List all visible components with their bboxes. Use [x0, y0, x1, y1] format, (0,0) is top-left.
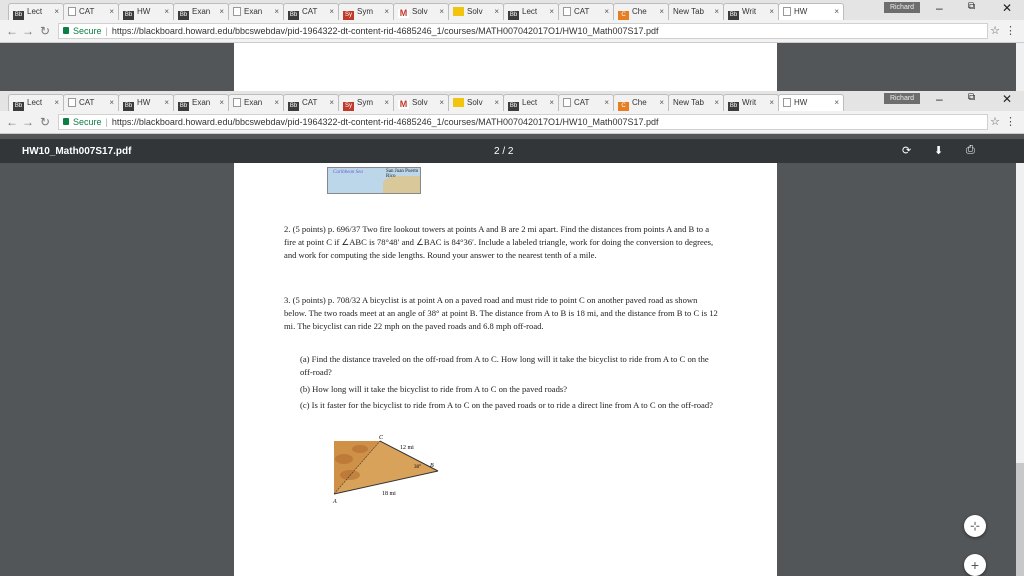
- favicon-doc-icon: [233, 7, 241, 16]
- menu-icon[interactable]: ⋮: [1005, 25, 1016, 37]
- tab-4[interactable]: [173, 3, 229, 20]
- tab-label: Solv: [412, 98, 428, 107]
- download-icon[interactable]: ⬇: [934, 145, 944, 157]
- tab-close-icon[interactable]: ×: [714, 7, 719, 16]
- tab-label: HW: [794, 7, 808, 16]
- forward-icon[interactable]: →: [22, 115, 34, 129]
- tab-close-icon[interactable]: ×: [109, 98, 114, 107]
- tab-close-icon[interactable]: ×: [54, 98, 59, 107]
- rotate-icon[interactable]: ⟳: [902, 145, 912, 157]
- tab-close-icon[interactable]: ×: [714, 98, 719, 107]
- tab-11[interactable]: [558, 94, 614, 111]
- close-icon[interactable]: ✕: [1002, 1, 1013, 15]
- pdf-page: [234, 163, 777, 576]
- favicon-bb-icon: Bb: [509, 12, 518, 18]
- tab-close-icon[interactable]: ×: [219, 98, 224, 107]
- tab-9[interactable]: [448, 94, 504, 111]
- tab-10[interactable]: [503, 94, 559, 111]
- favicon-bb-icon: Bb: [124, 103, 133, 109]
- favicon-bb-icon: Bb: [729, 12, 738, 18]
- pdf-toolbar: [0, 139, 1024, 163]
- tab-6[interactable]: [283, 3, 339, 20]
- favicon-m-icon: M: [399, 99, 408, 109]
- map-image: [327, 167, 421, 194]
- favicon-bb-icon: Bb: [179, 103, 188, 109]
- secure-label: Secure: [73, 26, 102, 36]
- favicon-bb-icon: Bb: [124, 12, 133, 18]
- tab-12[interactable]: [613, 94, 669, 111]
- reload-icon[interactable]: ↻: [40, 24, 51, 38]
- tab-label: Sym: [357, 98, 373, 107]
- tab-close-icon[interactable]: ×: [384, 7, 389, 16]
- page-indicator: 2 / 2: [494, 146, 514, 157]
- label-c: C: [379, 435, 384, 441]
- tab-label: Exan: [244, 98, 263, 107]
- favicon-bb-icon: Bb: [179, 12, 188, 18]
- tab-10[interactable]: [503, 3, 559, 20]
- tab-close-icon[interactable]: ×: [109, 7, 114, 16]
- tab-close-icon[interactable]: ×: [494, 98, 499, 107]
- tab-label: CAT: [574, 98, 590, 107]
- restore-icon[interactable]: ⧉: [968, 1, 976, 12]
- lock-icon: [63, 27, 69, 34]
- label-a: A: [333, 499, 337, 505]
- tab-close-icon[interactable]: ×: [219, 7, 224, 16]
- tab-12[interactable]: [613, 3, 669, 20]
- favicon-bb-icon: Bb: [289, 103, 298, 109]
- minimize-icon[interactable]: –: [936, 92, 943, 106]
- problem-2: 2. (5 points) p. 696/37 Two fire lookout towers at points A and B are 2 mi apart. Find the distances from points A and B to a fire at point C if ∠ABC is 78°48′ and ∠BAC is 84°36′. Include a labeled triangle, work for doing the conversion to degrees, and work for computing the side lengths. Round your answer to the nearest tenth of a mile.: [284, 224, 714, 260]
- tab-strip: [0, 91, 1024, 111]
- favicon-doc-icon: [563, 7, 571, 16]
- url-field[interactable]: Secure | https://blackboard.howard.edu/bbcswebdav/pid-1964322-dt-content-rid-4685246_1/courses/MATH007042017O1/HW10_Math007S17.pdf: [58, 114, 988, 130]
- problem-3b: (b) How long will it take the bicyclist to ride from A to C on the paved roads?: [300, 384, 568, 394]
- tab-label: Solv: [412, 7, 428, 16]
- tab-label: Che: [632, 7, 647, 16]
- tab-label: Lect: [27, 7, 43, 16]
- tab-label: Lect: [522, 7, 538, 16]
- profile-badge[interactable]: Richard: [884, 2, 920, 13]
- tab-close-icon[interactable]: ×: [659, 98, 664, 107]
- back-icon[interactable]: ←: [6, 115, 18, 129]
- tab-label: Lect: [27, 98, 43, 107]
- tab-close-icon[interactable]: ×: [384, 98, 389, 107]
- close-icon[interactable]: ✕: [1002, 92, 1013, 106]
- tab-label: New Tab: [673, 7, 704, 16]
- pdf-page-behind: [234, 43, 777, 91]
- tab-14[interactable]: [723, 94, 779, 111]
- tab-close-icon[interactable]: ×: [769, 98, 774, 107]
- tab-label: Lect: [522, 98, 538, 107]
- problem-3a: (a) Find the distance traveled on the off-road from A to C. How long will it take the bicyclist to ride from A to C on the off-road?: [300, 354, 709, 377]
- tab-label: Writ: [742, 98, 757, 107]
- tab-close-icon[interactable]: ×: [329, 98, 334, 107]
- tab-close-icon[interactable]: ×: [274, 98, 279, 107]
- minimize-icon[interactable]: –: [936, 1, 943, 15]
- tab-6[interactable]: [283, 94, 339, 111]
- tab-14[interactable]: [723, 3, 779, 20]
- tab-close-icon[interactable]: ×: [604, 7, 609, 16]
- tab-label: New Tab: [673, 98, 704, 107]
- tab-close-icon[interactable]: ×: [439, 7, 444, 16]
- tab-label: Solv: [467, 98, 483, 107]
- favicon-doc-icon: [68, 98, 76, 107]
- favicon-doc-icon: [783, 7, 791, 16]
- pdf-filename: HW10_Math007S17.pdf: [22, 146, 132, 157]
- tab-label: HW: [794, 98, 808, 107]
- tab-close-icon[interactable]: ×: [769, 7, 774, 16]
- menu-icon[interactable]: ⋮: [1005, 116, 1016, 128]
- tab-label: HW: [137, 7, 151, 16]
- tab-label: Exan: [192, 98, 211, 107]
- pdf-viewer[interactable]: [0, 163, 1024, 576]
- tab-7[interactable]: [338, 94, 394, 111]
- forward-icon[interactable]: →: [22, 24, 34, 38]
- favicon-doc-icon: [68, 7, 76, 16]
- tab-label: Writ: [742, 7, 757, 16]
- label-ab-length: 18 mi: [382, 491, 396, 497]
- problem-3c: (c) Is it faster for the bicyclist to ride from A to C on the paved roads or to ride a direct line from A to C on the off-road?: [300, 400, 713, 410]
- tab-label: CAT: [574, 7, 590, 16]
- print-icon[interactable]: ⎙: [966, 144, 975, 156]
- tab-label: Solv: [467, 7, 483, 16]
- tab-8[interactable]: [393, 3, 449, 20]
- tab-label: CAT: [79, 98, 95, 107]
- label-angle-b: 38°: [414, 465, 421, 470]
- favicon-bb-icon: Bb: [14, 12, 23, 18]
- favicon-chg-icon: C: [618, 102, 629, 111]
- zoom-in-button[interactable]: +: [964, 554, 986, 576]
- tab-label: CAT: [302, 98, 318, 107]
- tab-close-icon[interactable]: ×: [604, 98, 609, 107]
- tab-11[interactable]: [558, 3, 614, 20]
- map-label-city: San Juan Puerto Rico: [386, 169, 419, 179]
- favicon-yel-icon: [453, 7, 464, 16]
- tab-4[interactable]: [173, 94, 229, 111]
- secure-label: Secure: [73, 117, 102, 127]
- tab-3[interactable]: [118, 94, 174, 111]
- favicon-bb-icon: Bb: [509, 103, 518, 109]
- url-text: https://blackboard.howard.edu/bbcswebdav/pid-1964322-dt-content-rid-4685246_1/courses/MATH007042017O1/HW10_Math007S17.pdf: [111, 26, 659, 36]
- favicon-bb-icon: Bb: [289, 12, 298, 18]
- tab-close-icon[interactable]: ×: [834, 98, 839, 107]
- profile-badge[interactable]: Richard: [884, 93, 920, 104]
- tab-label: Sym: [357, 7, 373, 16]
- tab-1[interactable]: [8, 94, 64, 111]
- favicon-doc-icon: [563, 98, 571, 107]
- tab-5[interactable]: [228, 3, 284, 20]
- bookmark-star-icon[interactable]: ☆: [990, 25, 1000, 37]
- favicon-sy-icon: Sy: [344, 12, 352, 18]
- address-bar: [0, 111, 1024, 134]
- tab-close-icon[interactable]: ×: [54, 7, 59, 16]
- lock-icon: [63, 118, 69, 125]
- tab-13[interactable]: [668, 3, 724, 20]
- scrollbar-back[interactable]: [1016, 43, 1024, 91]
- url-field-back[interactable]: Secure | https://blackboard.howard.edu/bbcswebdav/pid-1964322-dt-content-rid-4685246_1/courses/MATH007042017O1/HW10_Math007S17.pdf: [58, 23, 988, 39]
- favicon-bb-icon: Bb: [729, 103, 738, 109]
- map-label-sea: Caribbean Sea: [333, 170, 363, 175]
- tab-label: Che: [632, 98, 647, 107]
- tab-1[interactable]: [8, 3, 64, 20]
- tab-close-icon[interactable]: ×: [439, 98, 444, 107]
- tab-label: CAT: [79, 7, 95, 16]
- tab-8[interactable]: [393, 94, 449, 111]
- reload-icon[interactable]: ↻: [40, 115, 51, 129]
- tab-label: HW: [137, 98, 151, 107]
- tab-label: Exan: [192, 7, 211, 16]
- favicon-bb-icon: Bb: [14, 103, 23, 109]
- tab-15[interactable]: [778, 3, 844, 20]
- tab-close-icon[interactable]: ×: [329, 7, 334, 16]
- tab-strip-back: [0, 0, 1024, 20]
- tab-15[interactable]: [778, 94, 844, 111]
- label-bc-length: 12 mi: [400, 445, 414, 451]
- tab-label: Exan: [244, 7, 263, 16]
- favicon-sy-icon: Sy: [344, 103, 352, 109]
- problem-3: 3. (5 points) p. 708/32 A bicyclist is at point A on a paved road and must ride to point C on another paved road as shown below. The two roads meet at an angle of 38° at point B. The distance from A to B is 18 mi, and the distance from B to C is 12 mi. The bicyclist can ride 22 mph on the paved roads and 6.8 mph off-road.: [284, 295, 718, 331]
- tab-close-icon[interactable]: ×: [834, 7, 839, 16]
- tab-7[interactable]: [338, 3, 394, 20]
- tab-5[interactable]: [228, 94, 284, 111]
- address-bar-back: [0, 20, 1024, 43]
- triangle-figure: [330, 435, 440, 505]
- tab-2[interactable]: [63, 3, 119, 20]
- back-icon[interactable]: ←: [6, 24, 18, 38]
- tab-13[interactable]: [668, 94, 724, 111]
- tab-close-icon[interactable]: ×: [164, 98, 169, 107]
- tab-close-icon[interactable]: ×: [274, 7, 279, 16]
- favicon-yel-icon: [453, 98, 464, 107]
- tab-label: CAT: [302, 7, 318, 16]
- favicon-m-icon: M: [399, 8, 408, 18]
- restore-icon[interactable]: ⧉: [968, 92, 976, 103]
- fit-page-button[interactable]: ⊹: [964, 515, 986, 537]
- tab-close-icon[interactable]: ×: [549, 7, 554, 16]
- favicon-chg-icon: C: [618, 11, 629, 20]
- tab-close-icon[interactable]: ×: [659, 7, 664, 16]
- tab-close-icon[interactable]: ×: [494, 7, 499, 16]
- favicon-doc-icon: [233, 98, 241, 107]
- url-text: https://blackboard.howard.edu/bbcswebdav/pid-1964322-dt-content-rid-4685246_1/courses/MATH007042017O1/HW10_Math007S17.pdf: [111, 117, 659, 127]
- tab-close-icon[interactable]: ×: [164, 7, 169, 16]
- bookmark-star-icon[interactable]: ☆: [990, 116, 1000, 128]
- tab-9[interactable]: [448, 3, 504, 20]
- label-b: B: [430, 463, 434, 469]
- scrollbar-thumb[interactable]: [1016, 463, 1024, 576]
- tab-2[interactable]: [63, 94, 119, 111]
- tab-close-icon[interactable]: ×: [549, 98, 554, 107]
- favicon-doc-icon: [783, 98, 791, 107]
- tab-3[interactable]: [118, 3, 174, 20]
